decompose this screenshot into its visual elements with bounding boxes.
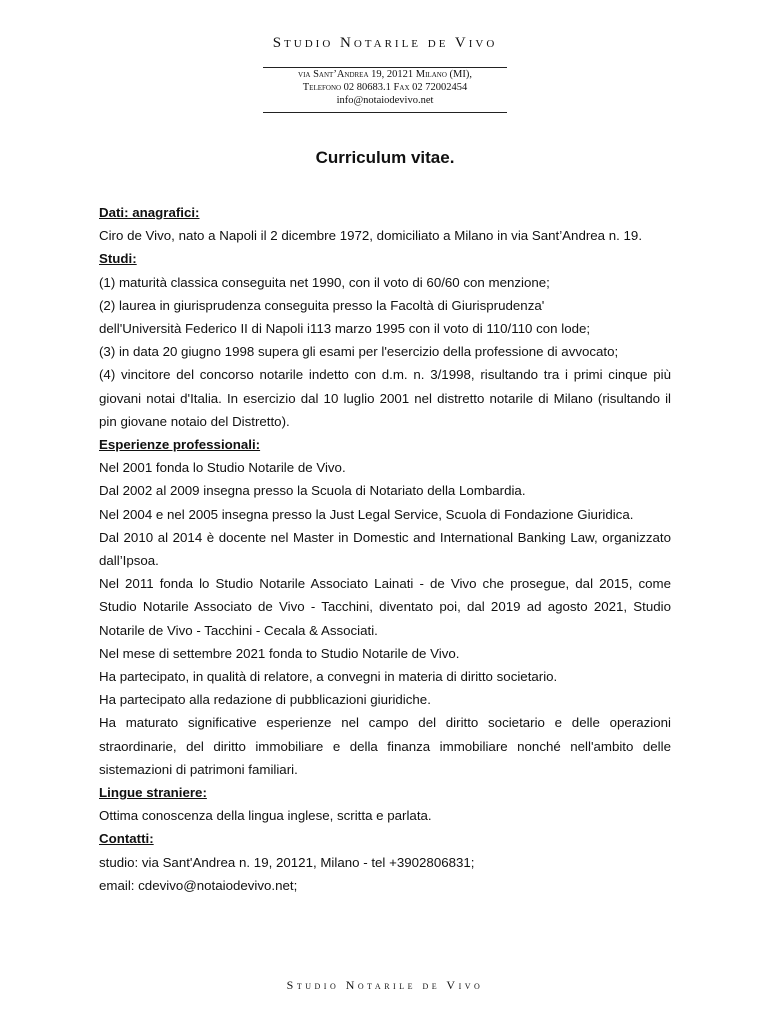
cv-body (99, 201, 671, 897)
studi-line: (1) maturità classica conseguita net 1990, con il voto di 60/60 con menzione; (99, 274, 550, 290)
section-heading-anagrafici: Dati: anagrafici: (99, 205, 200, 220)
studi-line: (2) laurea in giurisprudenza conseguita presso la Facoltà di Giurisprudenza' (99, 297, 545, 313)
studio-phone-fax: Telefono 02 80683.1 Fax 02 72002454 (302, 82, 468, 93)
esperienze-line: Dal 2002 al 2009 insegna presso la Scuola di Notariato della Lombardia. (99, 483, 526, 499)
studio-name: Studio Notarile de Vivo (272, 35, 498, 51)
section-heading-esperienze: Esperienze professionali: (99, 437, 261, 453)
esperienze-line: Ha maturato significative esperienze nel campo del diritto societario e delle operazioni straordinarie, del diritto immobiliare e della finanza immobiliare nonché nell'ambito delle sistemazioni di patrimoni familiari. (99, 715, 671, 777)
esperienze-line: Nel 2011 fonda lo Studio Notarile Associato Lainati - de Vivo che prosegue, dal 2015, come Studio Notarile Associato de Vivo - Tacchini, diventato poi, dal 2019 ad agosto 2021, Studio Notarile de Vivo - Tacchini - Cecala & Associati. (99, 576, 671, 638)
letterhead (0, 33, 770, 113)
contatti-line: email: cdevivo@notaiodevivo.net; (99, 877, 298, 893)
esperienze-line: Ha partecipato, in qualità di relatore, a convegni in materia di diritto societario. (99, 669, 558, 685)
lingue-line: Ottima conoscenza della lingua inglese, scritta e parlata. (99, 808, 432, 824)
studi-line: dell'Università Federico II di Napoli i113 marzo 1995 con il voto di 110/110 con lode; (99, 321, 591, 337)
page-footer: Studio Notarile de Vivo (286, 978, 484, 992)
studio-email: info@notaiodevivo.net (336, 95, 434, 106)
letterhead-rule-bottom (263, 112, 507, 113)
esperienze-line: Nel 2004 e nel 2005 insegna presso la Just Legal Service, Scuola di Fondazione Giuridica. (99, 506, 634, 522)
studi-line: (3) in data 20 giugno 1998 supera gli esami per l'esercizio della professione di avvocato; (99, 344, 619, 360)
esperienze-line: Nel 2001 fonda lo Studio Notarile de Vivo. (99, 460, 346, 476)
section-heading-studi: Studi: (99, 251, 137, 267)
esperienze-line: Dal 2010 al 2014 è docente nel Master in Domestic and International Banking Law, organizzato dall’Ipsoa. (99, 529, 671, 569)
studi-line: (4) vincitore del concorso notarile indetto con d.m. n. 3/1998, risultando tra i primi cinque più giovani notai d'Italia. In esercizio dal 10 luglio 2001 nel distretto notarile di Milano (risultando il pin giovane notaio del Distretto). (99, 367, 671, 429)
anagrafici-line: Ciro de Vivo, nato a Napoli il 2 dicembre 1972, domiciliato a Milano in via Sant’Andrea n. 19. (99, 228, 643, 244)
section-heading-contatti: Contatti: (99, 831, 154, 847)
page-title: Curriculum vitae. (315, 148, 455, 167)
contatti-line: studio: via Sant'Andrea n. 19, 20121, Milano - tel +3902806831; (99, 854, 475, 870)
esperienze-line: Ha partecipato alla redazione di pubblicazioni giuridiche. (99, 692, 431, 708)
section-heading-lingue: Lingue straniere: (99, 785, 207, 801)
esperienze-line: Nel mese di settembre 2021 fonda to Studio Notarile de Vivo. (99, 645, 460, 661)
studio-address: via Sant’Andrea 19, 20121 Milano (MI), (298, 69, 472, 80)
